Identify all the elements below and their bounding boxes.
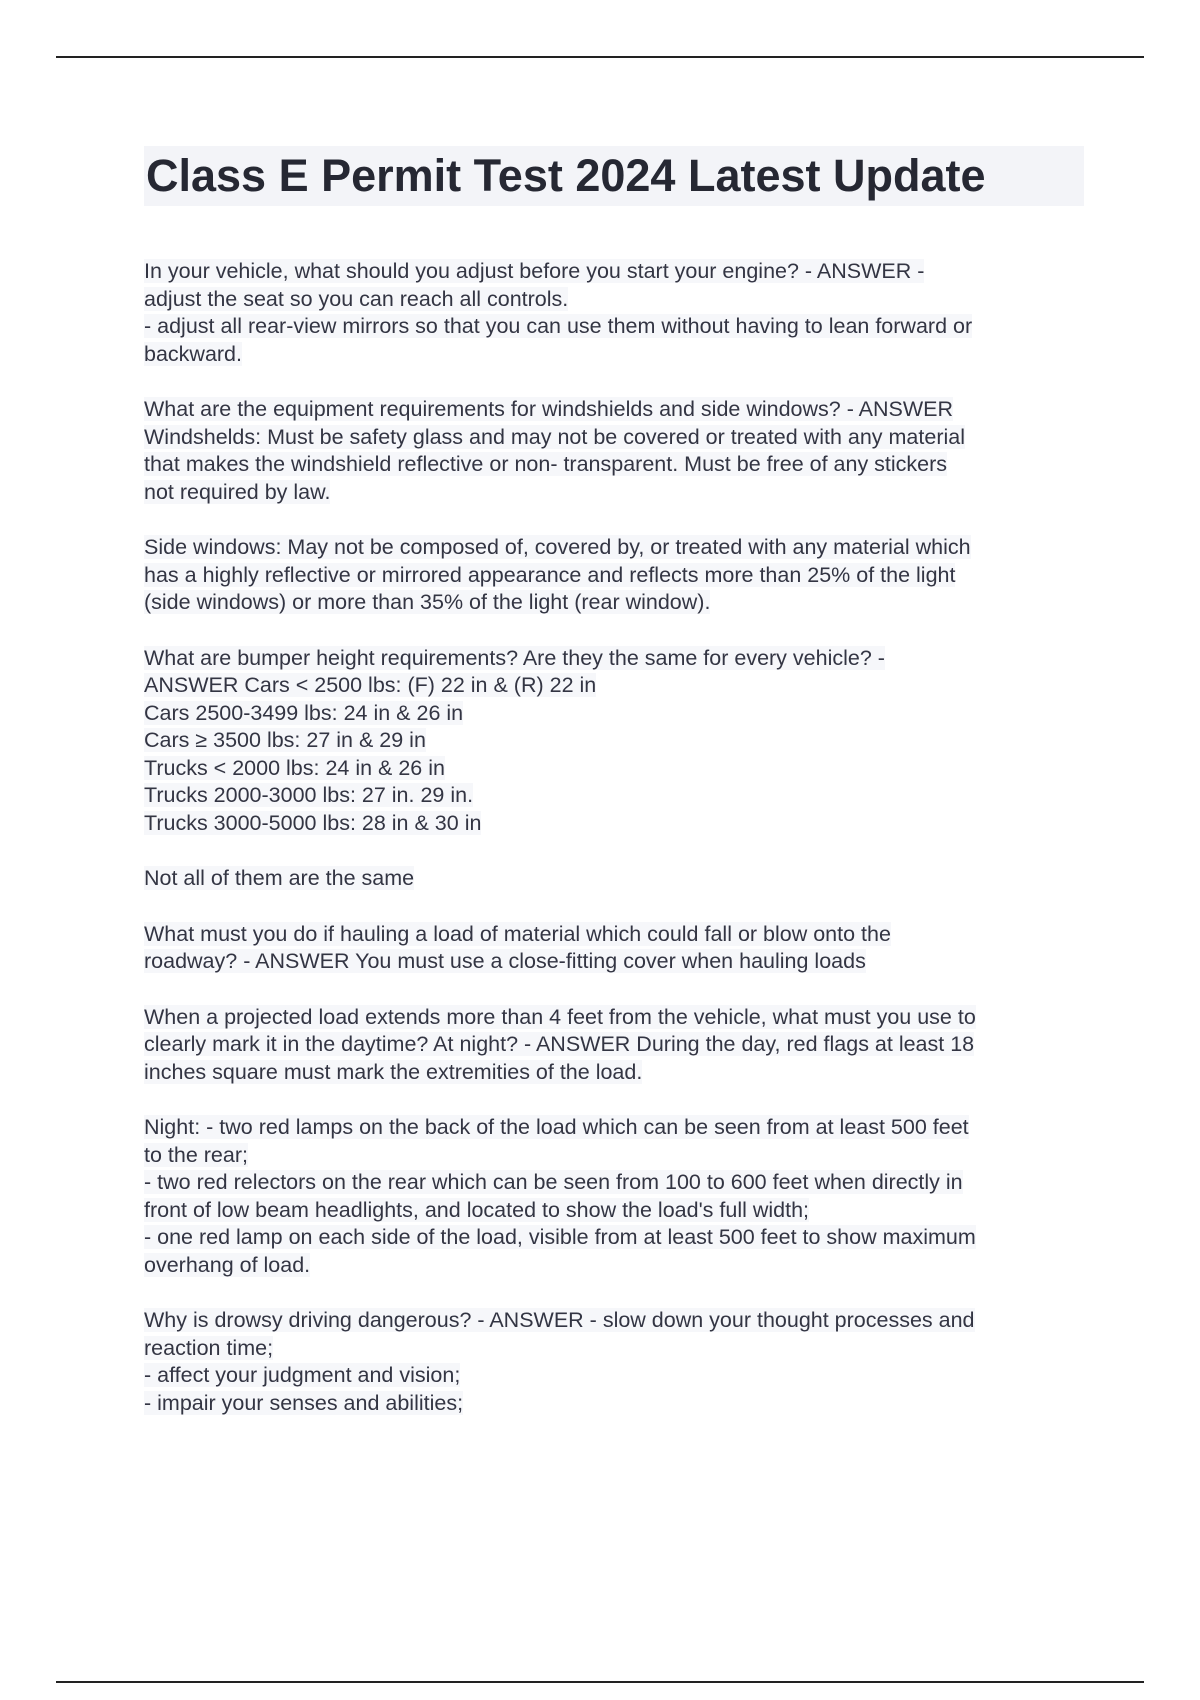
text-line [144, 1335, 1094, 1363]
text-line-content: backward. [144, 341, 242, 366]
text-line [144, 810, 1094, 838]
paragraph [144, 645, 1094, 838]
text-line [144, 782, 1094, 810]
text-line [144, 1004, 1094, 1032]
text-line [144, 1197, 1094, 1225]
text-line [144, 1362, 1094, 1390]
text-line-content: overhang of load. [144, 1252, 311, 1277]
text-line [144, 589, 1094, 617]
text-line-content: In your vehicle, what should you adjust before you start your engine? - ANSWER - [144, 259, 925, 283]
paragraph [144, 396, 1094, 506]
text-line-content: has a highly reflective or mirrored appearance and reflects more than 25% of the light [144, 562, 956, 587]
text-line [144, 1031, 1094, 1059]
text-line [144, 1252, 1094, 1280]
text-line-content: Cars 2500-3499 lbs: 24 in & 26 in [144, 700, 464, 725]
text-line [144, 727, 1094, 755]
paragraph [144, 1004, 1094, 1087]
text-line-content: What must you do if hauling a load of material which could fall or blow onto the [144, 921, 891, 946]
text-line-content: roadway? - ANSWER You must use a close-fitting cover when hauling loads [144, 949, 866, 973]
text-line-content: Trucks < 2000 lbs: 24 in & 26 in [144, 755, 445, 780]
text-line [144, 451, 1094, 479]
text-line-content: - two red relectors on the rear which can be seen from 100 to 600 feet when directly in [144, 1170, 963, 1194]
text-line-content: inches square must mark the extremities of the load. [144, 1059, 643, 1084]
text-line-content: clearly mark it in the daytime? At night? - ANSWER During the day, red flags at least 18 [144, 1032, 975, 1056]
text-line-content: Windshelds: Must be safety glass and may not be covered or treated with any material [144, 424, 965, 449]
text-line [144, 1224, 1094, 1252]
text-line [144, 1059, 1094, 1087]
text-line-content: adjust the seat so you can reach all controls. [144, 286, 569, 311]
document-content [144, 146, 1094, 1445]
paragraph [144, 865, 1094, 893]
paragraph [144, 921, 1094, 976]
document-title: Class E Permit Test 2024 Latest Update [144, 146, 1084, 206]
text-line [144, 258, 1094, 286]
text-line [144, 534, 1094, 562]
text-line [144, 1307, 1094, 1335]
text-line [144, 562, 1094, 590]
text-line-content: - one red lamp on each side of the load, visible from at least 500 feet to show maximum [144, 1225, 976, 1249]
text-line-content: Trucks 3000-5000 lbs: 28 in & 30 in [144, 810, 482, 835]
paragraph [144, 258, 1094, 368]
text-line-content: Cars ≥ 3500 lbs: 27 in & 29 in [144, 728, 426, 752]
text-line [144, 1169, 1094, 1197]
text-line [144, 341, 1094, 369]
text-line-content: - affect your judgment and vision; [144, 1363, 461, 1387]
text-line [144, 313, 1094, 341]
top-rule [56, 56, 1144, 58]
text-line-content: (side windows) or more than 35% of the light (rear window). [144, 590, 711, 614]
text-line-content: not required by law. [144, 479, 331, 504]
text-line-content: Trucks 2000-3000 lbs: 27 in. 29 in. [144, 783, 474, 807]
text-line-content: What are the equipment requirements for windshields and side windows? - ANSWER [144, 397, 954, 421]
text-line-content: that makes the windshield reflective or non- transparent. Must be free of any stickers [144, 452, 948, 476]
text-line [144, 672, 1094, 700]
text-line [144, 479, 1094, 507]
text-line [144, 645, 1094, 673]
text-line-content: What are bumper height requirements? Are they the same for every vehicle? - [144, 645, 885, 670]
text-line-content: ANSWER Cars < 2500 lbs: (F) 22 in & (R) 22 in [144, 673, 597, 697]
text-line-content: - adjust all rear-view mirrors so that you can use them without having to lean forward or [144, 314, 973, 338]
bottom-rule [56, 1681, 1144, 1683]
text-line-content: Night: - two red lamps on the back of the load which can be seen from at least 500 feet [144, 1115, 969, 1139]
text-line [144, 921, 1094, 949]
text-line-content: reaction time; [144, 1335, 274, 1360]
text-line [144, 1390, 1094, 1418]
text-line-content: - impair your senses and abilities; [144, 1390, 464, 1415]
text-line-content: When a projected load extends more than 4 feet from the vehicle, what must you use to [144, 1004, 976, 1029]
text-line [144, 1114, 1094, 1142]
text-line [144, 424, 1094, 452]
text-line-content: Why is drowsy driving dangerous? - ANSWER - slow down your thought processes and [144, 1308, 975, 1332]
text-line [144, 286, 1094, 314]
text-line [144, 700, 1094, 728]
paragraph [144, 534, 1094, 617]
text-line [144, 1142, 1094, 1170]
text-line-content: front of low beam headlights, and located to show the load's full width; [144, 1197, 810, 1222]
text-line [144, 755, 1094, 783]
document-body [144, 258, 1094, 1417]
paragraph [144, 1307, 1094, 1417]
text-line [144, 865, 1094, 893]
text-line [144, 396, 1094, 424]
text-line-content: to the rear; [144, 1142, 248, 1167]
text-line-content: Not all of them are the same [144, 866, 415, 890]
text-line [144, 948, 1094, 976]
paragraph [144, 1114, 1094, 1279]
text-line-content: Side windows: May not be composed of, covered by, or treated with any material which [144, 535, 971, 559]
